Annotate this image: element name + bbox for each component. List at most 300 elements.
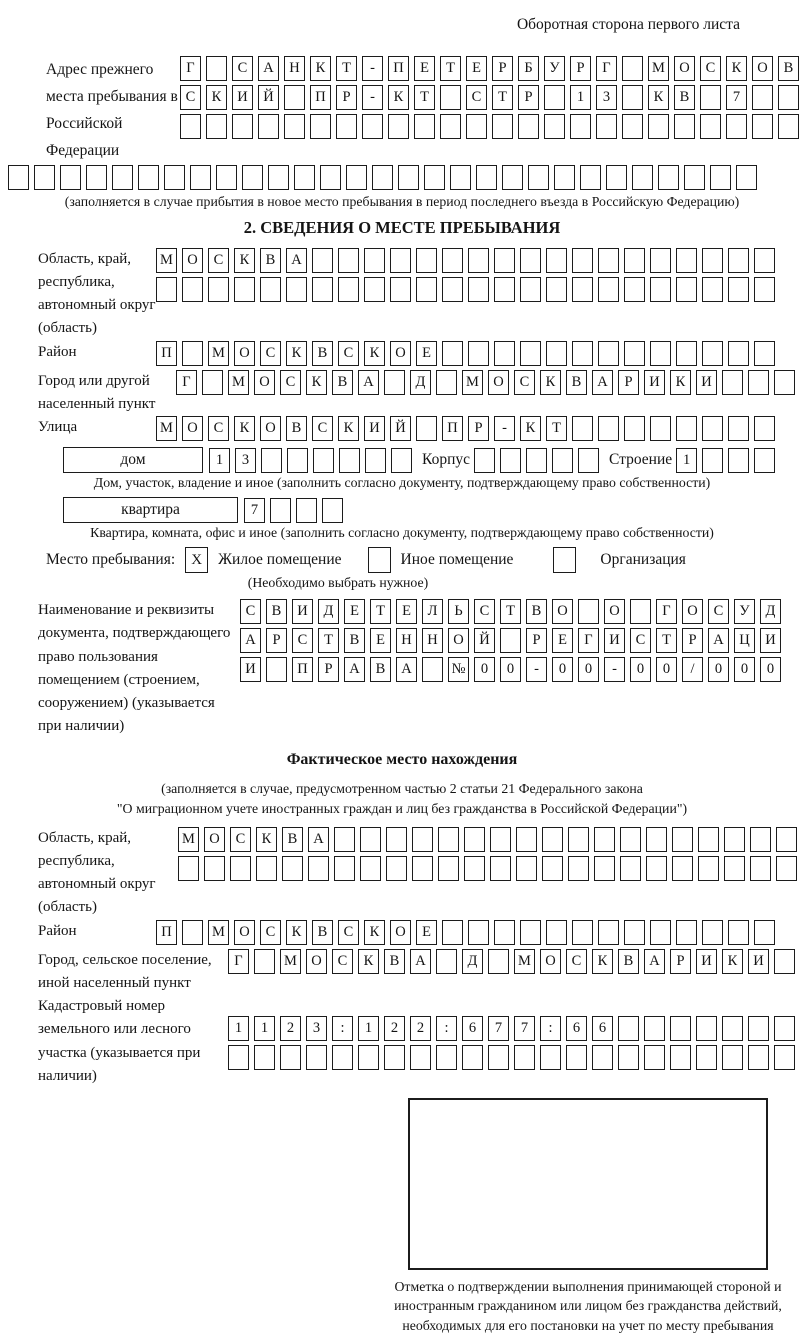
char-cell[interactable]: М	[208, 920, 229, 945]
char-cell[interactable]: В	[260, 248, 281, 273]
char-cell[interactable]: М	[208, 341, 229, 366]
char-cell[interactable]	[180, 114, 201, 139]
char-cell[interactable]: О	[540, 949, 561, 974]
char-cell[interactable]: С	[208, 248, 229, 273]
char-cell[interactable]: О	[604, 599, 625, 624]
char-cell[interactable]	[386, 827, 407, 852]
char-cell[interactable]: А	[410, 949, 431, 974]
char-cell[interactable]	[568, 827, 589, 852]
char-cell[interactable]: Е	[552, 628, 573, 653]
char-cell[interactable]	[702, 277, 723, 302]
char-cell[interactable]: 0	[760, 657, 781, 682]
char-cell[interactable]: К	[358, 949, 379, 974]
char-cell[interactable]	[494, 277, 515, 302]
char-cell[interactable]	[624, 277, 645, 302]
char-cell[interactable]	[500, 448, 521, 473]
char-cell[interactable]	[442, 920, 463, 945]
char-cell[interactable]	[754, 248, 775, 273]
char-cell[interactable]: В	[778, 56, 799, 81]
char-cell[interactable]: Е	[416, 920, 437, 945]
char-cell[interactable]	[774, 1045, 795, 1070]
char-cell[interactable]	[388, 114, 409, 139]
char-cell[interactable]: Г	[180, 56, 201, 81]
char-cell[interactable]: Р	[570, 56, 591, 81]
char-cell[interactable]: К	[234, 416, 255, 441]
char-cell[interactable]	[728, 920, 749, 945]
char-cell[interactable]: Т	[318, 628, 339, 653]
char-cell[interactable]	[624, 416, 645, 441]
char-cell[interactable]	[442, 248, 463, 273]
char-cell[interactable]: М	[156, 416, 177, 441]
char-cell[interactable]	[336, 114, 357, 139]
char-cell[interactable]	[578, 448, 599, 473]
char-cell[interactable]: Т	[656, 628, 677, 653]
char-cell[interactable]: К	[234, 248, 255, 273]
char-cell[interactable]: А	[644, 949, 665, 974]
char-cell[interactable]: Й	[390, 416, 411, 441]
char-cell[interactable]	[313, 448, 334, 473]
char-cell[interactable]: Н	[284, 56, 305, 81]
char-cell[interactable]: Г	[596, 56, 617, 81]
char-cell[interactable]	[86, 165, 107, 190]
char-cell[interactable]	[676, 277, 697, 302]
char-cell[interactable]	[542, 827, 563, 852]
char-cell[interactable]	[554, 165, 575, 190]
char-cell[interactable]	[8, 165, 29, 190]
char-cell[interactable]	[468, 277, 489, 302]
char-cell[interactable]	[700, 85, 721, 110]
char-cell[interactable]	[542, 856, 563, 881]
char-cell[interactable]: 0	[708, 657, 729, 682]
char-cell[interactable]	[416, 277, 437, 302]
char-cell[interactable]	[494, 920, 515, 945]
char-cell[interactable]	[384, 370, 405, 395]
char-cell[interactable]: К	[310, 56, 331, 81]
char-cell[interactable]	[398, 165, 419, 190]
char-cell[interactable]: А	[240, 628, 261, 653]
char-cell[interactable]	[646, 856, 667, 881]
char-cell[interactable]	[596, 114, 617, 139]
char-cell[interactable]	[310, 114, 331, 139]
char-cell[interactable]: К	[540, 370, 561, 395]
char-cell[interactable]	[390, 277, 411, 302]
char-cell[interactable]: В	[566, 370, 587, 395]
char-cell[interactable]: Г	[578, 628, 599, 653]
char-cell[interactable]	[580, 165, 601, 190]
char-cell[interactable]	[750, 856, 771, 881]
char-cell[interactable]	[256, 856, 277, 881]
char-cell[interactable]: Г	[176, 370, 197, 395]
char-cell[interactable]	[748, 1045, 769, 1070]
char-cell[interactable]: Е	[344, 599, 365, 624]
char-cell[interactable]	[488, 949, 509, 974]
char-cell[interactable]: В	[282, 827, 303, 852]
char-cell[interactable]	[364, 277, 385, 302]
char-cell[interactable]	[286, 277, 307, 302]
char-cell[interactable]: Р	[526, 628, 547, 653]
char-cell[interactable]	[724, 827, 745, 852]
char-cell[interactable]	[540, 1045, 561, 1070]
char-cell[interactable]	[670, 1016, 691, 1041]
char-cell[interactable]: 1	[676, 448, 697, 473]
char-cell[interactable]	[684, 165, 705, 190]
char-cell[interactable]: О	[234, 920, 255, 945]
char-cell[interactable]: 6	[566, 1016, 587, 1041]
char-cell[interactable]: К	[520, 416, 541, 441]
char-cell[interactable]	[594, 827, 615, 852]
char-cell[interactable]	[416, 248, 437, 273]
stay-type-checkbox-other-premises[interactable]	[368, 547, 391, 573]
char-cell[interactable]: Т	[440, 56, 461, 81]
char-cell[interactable]	[494, 248, 515, 273]
char-cell[interactable]	[266, 657, 287, 682]
char-cell[interactable]: Е	[370, 628, 391, 653]
char-cell[interactable]: М	[462, 370, 483, 395]
char-cell[interactable]	[546, 341, 567, 366]
char-cell[interactable]	[644, 1016, 665, 1041]
char-cell[interactable]: С	[208, 416, 229, 441]
char-cell[interactable]	[306, 1045, 327, 1070]
char-cell[interactable]: О	[448, 628, 469, 653]
char-cell[interactable]	[364, 248, 385, 273]
char-cell[interactable]	[702, 920, 723, 945]
char-cell[interactable]: М	[280, 949, 301, 974]
char-cell[interactable]	[268, 165, 289, 190]
char-cell[interactable]: О	[390, 341, 411, 366]
char-cell[interactable]	[518, 114, 539, 139]
char-cell[interactable]	[544, 114, 565, 139]
char-cell[interactable]: Р	[518, 85, 539, 110]
char-cell[interactable]: И	[748, 949, 769, 974]
char-cell[interactable]: -	[494, 416, 515, 441]
char-cell[interactable]	[516, 827, 537, 852]
char-cell[interactable]	[778, 114, 799, 139]
char-cell[interactable]	[372, 165, 393, 190]
char-cell[interactable]: -	[526, 657, 547, 682]
char-cell[interactable]: Н	[422, 628, 443, 653]
char-cell[interactable]	[728, 448, 749, 473]
char-cell[interactable]	[390, 248, 411, 273]
char-cell[interactable]: С	[630, 628, 651, 653]
char-cell[interactable]	[566, 1045, 587, 1070]
char-cell[interactable]	[360, 827, 381, 852]
char-cell[interactable]	[572, 248, 593, 273]
char-cell[interactable]: Т	[336, 56, 357, 81]
char-cell[interactable]	[424, 165, 445, 190]
char-cell[interactable]: Р	[492, 56, 513, 81]
char-cell[interactable]: О	[234, 341, 255, 366]
char-cell[interactable]	[296, 498, 317, 523]
char-cell[interactable]	[774, 370, 795, 395]
char-cell[interactable]	[620, 827, 641, 852]
char-cell[interactable]	[676, 341, 697, 366]
char-cell[interactable]: А	[708, 628, 729, 653]
char-cell[interactable]: О	[254, 370, 275, 395]
char-cell[interactable]: В	[332, 370, 353, 395]
char-cell[interactable]: К	[388, 85, 409, 110]
char-cell[interactable]	[436, 1045, 457, 1070]
char-cell[interactable]: С	[332, 949, 353, 974]
char-cell[interactable]	[754, 448, 775, 473]
char-cell[interactable]	[391, 448, 412, 473]
char-cell[interactable]	[568, 856, 589, 881]
char-cell[interactable]: 6	[592, 1016, 613, 1041]
char-cell[interactable]: Р	[336, 85, 357, 110]
char-cell[interactable]: 0	[578, 657, 599, 682]
char-cell[interactable]: О	[182, 416, 203, 441]
char-cell[interactable]: Р	[618, 370, 639, 395]
char-cell[interactable]	[546, 277, 567, 302]
char-cell[interactable]: 3	[306, 1016, 327, 1041]
char-cell[interactable]: 7	[726, 85, 747, 110]
char-cell[interactable]: Д	[462, 949, 483, 974]
char-cell[interactable]	[618, 1016, 639, 1041]
char-cell[interactable]	[254, 1045, 275, 1070]
char-cell[interactable]: С	[312, 416, 333, 441]
char-cell[interactable]: Р	[318, 657, 339, 682]
char-cell[interactable]: Р	[682, 628, 703, 653]
char-cell[interactable]	[676, 920, 697, 945]
char-cell[interactable]	[365, 448, 386, 473]
char-cell[interactable]	[60, 165, 81, 190]
char-cell[interactable]	[754, 416, 775, 441]
char-cell[interactable]: У	[734, 599, 755, 624]
char-cell[interactable]: М	[648, 56, 669, 81]
char-cell[interactable]	[440, 114, 461, 139]
char-cell[interactable]	[754, 277, 775, 302]
char-cell[interactable]: 1	[358, 1016, 379, 1041]
char-cell[interactable]	[674, 114, 695, 139]
char-cell[interactable]	[462, 1045, 483, 1070]
char-cell[interactable]	[736, 165, 757, 190]
char-cell[interactable]: Н	[396, 628, 417, 653]
char-cell[interactable]	[492, 114, 513, 139]
char-cell[interactable]: Т	[414, 85, 435, 110]
char-cell[interactable]: /	[682, 657, 703, 682]
char-cell[interactable]	[270, 498, 291, 523]
char-cell[interactable]	[500, 628, 521, 653]
char-cell[interactable]	[261, 448, 282, 473]
char-cell[interactable]: К	[286, 341, 307, 366]
char-cell[interactable]	[520, 277, 541, 302]
char-cell[interactable]	[648, 114, 669, 139]
char-cell[interactable]: С	[338, 341, 359, 366]
char-cell[interactable]	[334, 827, 355, 852]
char-cell[interactable]	[752, 114, 773, 139]
char-cell[interactable]: Л	[422, 599, 443, 624]
char-cell[interactable]	[520, 920, 541, 945]
char-cell[interactable]	[294, 165, 315, 190]
char-cell[interactable]: -	[362, 85, 383, 110]
char-cell[interactable]	[728, 341, 749, 366]
char-cell[interactable]: 7	[488, 1016, 509, 1041]
char-cell[interactable]: В	[344, 628, 365, 653]
char-cell[interactable]	[412, 827, 433, 852]
char-cell[interactable]: 7	[514, 1016, 535, 1041]
char-cell[interactable]	[416, 416, 437, 441]
char-cell[interactable]	[206, 56, 227, 81]
char-cell[interactable]	[464, 827, 485, 852]
char-cell[interactable]	[490, 856, 511, 881]
char-cell[interactable]: Е	[466, 56, 487, 81]
char-cell[interactable]	[572, 920, 593, 945]
char-cell[interactable]	[320, 165, 341, 190]
char-cell[interactable]	[632, 165, 653, 190]
char-cell[interactable]	[618, 1045, 639, 1070]
char-cell[interactable]	[312, 277, 333, 302]
char-cell[interactable]: 6	[462, 1016, 483, 1041]
char-cell[interactable]	[710, 165, 731, 190]
char-cell[interactable]	[752, 85, 773, 110]
char-cell[interactable]	[156, 277, 177, 302]
char-cell[interactable]	[284, 85, 305, 110]
char-cell[interactable]	[774, 1016, 795, 1041]
char-cell[interactable]: В	[286, 416, 307, 441]
char-cell[interactable]: В	[312, 341, 333, 366]
char-cell[interactable]: А	[308, 827, 329, 852]
char-cell[interactable]: П	[388, 56, 409, 81]
char-cell[interactable]	[606, 165, 627, 190]
char-cell[interactable]: О	[182, 248, 203, 273]
char-cell[interactable]	[34, 165, 55, 190]
char-cell[interactable]: И	[644, 370, 665, 395]
char-cell[interactable]	[650, 341, 671, 366]
char-cell[interactable]	[646, 827, 667, 852]
char-cell[interactable]	[280, 1045, 301, 1070]
char-cell[interactable]	[386, 856, 407, 881]
char-cell[interactable]	[754, 341, 775, 366]
char-cell[interactable]	[520, 341, 541, 366]
char-cell[interactable]: Т	[546, 416, 567, 441]
char-cell[interactable]: В	[370, 657, 391, 682]
char-cell[interactable]	[774, 949, 795, 974]
char-cell[interactable]	[202, 370, 223, 395]
char-cell[interactable]	[182, 920, 203, 945]
char-cell[interactable]	[476, 165, 497, 190]
char-cell[interactable]: К	[592, 949, 613, 974]
char-cell[interactable]	[624, 248, 645, 273]
char-cell[interactable]	[346, 165, 367, 190]
char-cell[interactable]: В	[266, 599, 287, 624]
char-cell[interactable]	[630, 599, 651, 624]
char-cell[interactable]: А	[258, 56, 279, 81]
char-cell[interactable]: Р	[468, 416, 489, 441]
char-cell[interactable]: И	[760, 628, 781, 653]
char-cell[interactable]: Е	[396, 599, 417, 624]
char-cell[interactable]	[594, 856, 615, 881]
char-cell[interactable]: Д	[410, 370, 431, 395]
char-cell[interactable]	[700, 114, 721, 139]
char-cell[interactable]: А	[358, 370, 379, 395]
char-cell[interactable]	[728, 416, 749, 441]
char-cell[interactable]	[474, 448, 495, 473]
char-cell[interactable]	[332, 1045, 353, 1070]
char-cell[interactable]	[696, 1016, 717, 1041]
char-cell[interactable]	[360, 856, 381, 881]
char-cell[interactable]	[442, 277, 463, 302]
char-cell[interactable]	[138, 165, 159, 190]
char-cell[interactable]	[190, 165, 211, 190]
char-cell[interactable]: С	[474, 599, 495, 624]
char-cell[interactable]: :	[332, 1016, 353, 1041]
char-cell[interactable]	[698, 856, 719, 881]
char-cell[interactable]: Р	[670, 949, 691, 974]
char-cell[interactable]	[650, 920, 671, 945]
char-cell[interactable]	[258, 114, 279, 139]
char-cell[interactable]: С	[240, 599, 261, 624]
char-cell[interactable]	[592, 1045, 613, 1070]
char-cell[interactable]: 3	[235, 448, 256, 473]
char-cell[interactable]	[572, 416, 593, 441]
char-cell[interactable]	[624, 920, 645, 945]
char-cell[interactable]: 0	[500, 657, 521, 682]
char-cell[interactable]	[776, 856, 797, 881]
char-cell[interactable]: У	[544, 56, 565, 81]
char-cell[interactable]	[438, 856, 459, 881]
char-cell[interactable]	[622, 114, 643, 139]
char-cell[interactable]: К	[726, 56, 747, 81]
char-cell[interactable]: К	[286, 920, 307, 945]
char-cell[interactable]	[440, 85, 461, 110]
char-cell[interactable]	[230, 856, 251, 881]
char-cell[interactable]: С	[514, 370, 535, 395]
char-cell[interactable]	[494, 341, 515, 366]
char-cell[interactable]: Д	[760, 599, 781, 624]
char-cell[interactable]: 0	[474, 657, 495, 682]
char-cell[interactable]	[748, 1016, 769, 1041]
char-cell[interactable]	[516, 856, 537, 881]
char-cell[interactable]: 0	[734, 657, 755, 682]
char-cell[interactable]: 1	[228, 1016, 249, 1041]
char-cell[interactable]: О	[488, 370, 509, 395]
char-cell[interactable]: О	[204, 827, 225, 852]
char-cell[interactable]: К	[306, 370, 327, 395]
char-cell[interactable]: П	[156, 920, 177, 945]
char-cell[interactable]	[658, 165, 679, 190]
char-cell[interactable]: С	[466, 85, 487, 110]
char-cell[interactable]: Е	[414, 56, 435, 81]
char-cell[interactable]	[438, 827, 459, 852]
char-cell[interactable]: :	[436, 1016, 457, 1041]
char-cell[interactable]: С	[260, 341, 281, 366]
char-cell[interactable]	[322, 498, 343, 523]
char-cell[interactable]: 2	[384, 1016, 405, 1041]
char-cell[interactable]: М	[156, 248, 177, 273]
char-cell[interactable]	[287, 448, 308, 473]
char-cell[interactable]: Г	[656, 599, 677, 624]
char-cell[interactable]	[624, 341, 645, 366]
char-cell[interactable]	[284, 114, 305, 139]
char-cell[interactable]: П	[310, 85, 331, 110]
char-cell[interactable]: К	[722, 949, 743, 974]
char-cell[interactable]: Т	[370, 599, 391, 624]
char-cell[interactable]	[412, 856, 433, 881]
char-cell[interactable]	[672, 827, 693, 852]
char-cell[interactable]	[754, 920, 775, 945]
char-cell[interactable]: 0	[630, 657, 651, 682]
char-cell[interactable]	[410, 1045, 431, 1070]
char-cell[interactable]: О	[674, 56, 695, 81]
char-cell[interactable]	[572, 277, 593, 302]
char-cell[interactable]	[622, 85, 643, 110]
char-cell[interactable]	[206, 114, 227, 139]
char-cell[interactable]	[698, 827, 719, 852]
stay-type-checkbox-organization[interactable]	[553, 547, 576, 573]
char-cell[interactable]	[528, 165, 549, 190]
char-cell[interactable]	[490, 827, 511, 852]
char-cell[interactable]	[546, 920, 567, 945]
char-cell[interactable]	[722, 1016, 743, 1041]
